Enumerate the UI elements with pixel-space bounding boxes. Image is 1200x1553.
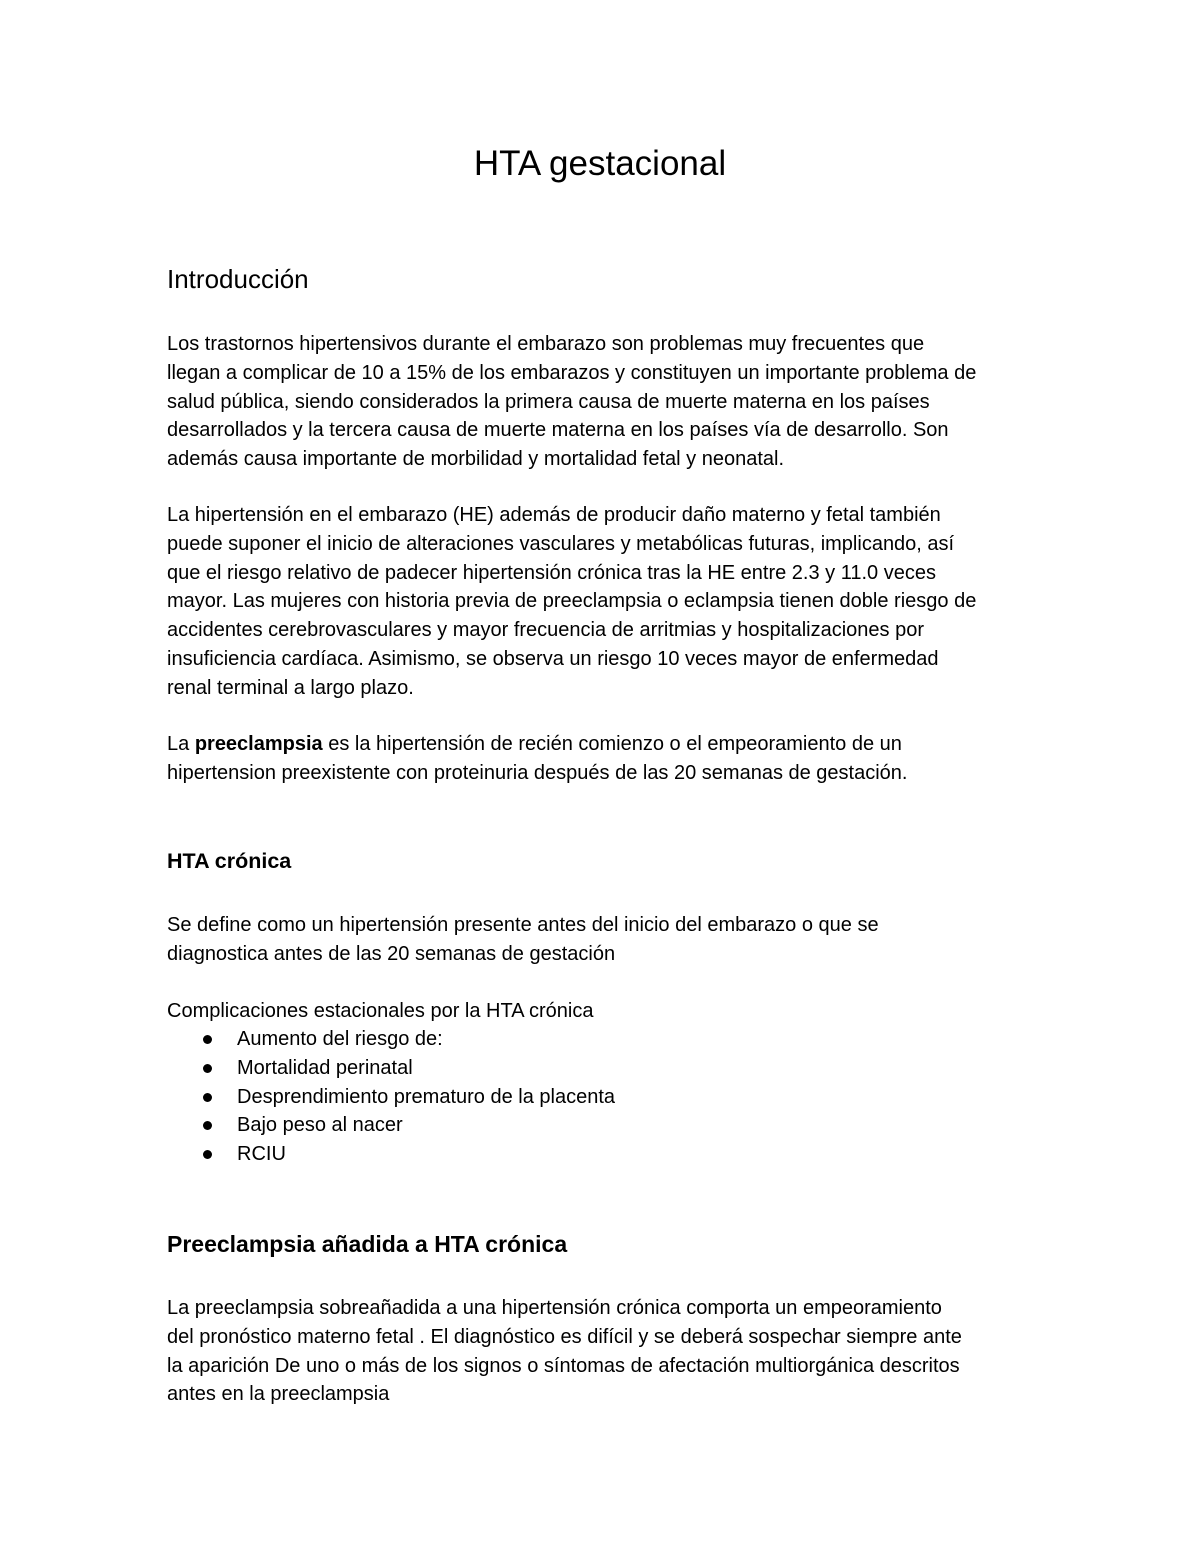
paragraph-line: diagnostica antes de las 20 semanas de gestación (167, 942, 616, 965)
bullet-icon (203, 1150, 212, 1159)
intro-heading: Introducción (167, 264, 309, 294)
paragraph-line: del pronóstico materno fetal . El diagnóstico es difícil y se deberá sospechar siempre ante (167, 1325, 962, 1348)
paragraph-line: renal terminal a largo plazo. (167, 676, 414, 699)
paragraph-line: antes en la preeclampsia (167, 1383, 390, 1406)
list-item (167, 1111, 615, 1140)
paragraph-line: puede suponer el inicio de alteraciones vasculares y metabólicas futuras, implicando, así (167, 532, 955, 555)
paragraph-line: La preeclampsia sobreañadida a una hipertensión crónica comporta un empeoramiento (167, 1297, 942, 1319)
list-item (167, 1140, 615, 1169)
list-item (167, 1025, 615, 1054)
intro-paragraph-3 (167, 730, 1047, 788)
paragraph-line: mayor. Las mujeres con historia previa de preeclampsia o eclampsia tienen doble riesgo de (167, 590, 977, 613)
paragraph-line: que el riesgo relativo de padecer hipertensión crónica tras la HE entre 2.3 y 11.0 veces (167, 561, 936, 584)
list-item (167, 1054, 615, 1083)
paragraph-line: además causa importante de morbilidad y mortalidad fetal y neonatal. (167, 448, 785, 471)
bullet-icon (203, 1035, 212, 1044)
bullet-icon (203, 1121, 212, 1130)
list-item (167, 1083, 615, 1112)
intro-paragraph-2 (167, 501, 1047, 703)
text-run: es la hipertensión de recién comienzo o el empeoramiento de un (322, 733, 902, 755)
anadida-paragraph-1 (167, 1294, 1047, 1409)
paragraph-line: la aparición De uno o más de los signos o síntomas de afectación multiorgánica descritos (167, 1354, 960, 1377)
cronica-paragraph-1 (167, 911, 1047, 969)
complications-list (167, 1025, 615, 1169)
intro-paragraph-1 (167, 330, 1047, 474)
list-item-text: Desprendimiento prematuro de la placenta (237, 1085, 615, 1108)
complications-intro (167, 997, 1047, 1026)
list-item-text: Bajo peso al nacer (237, 1114, 403, 1137)
list-item-text: Aumento del riesgo de: (237, 1028, 443, 1050)
paragraph-line (167, 730, 1047, 759)
hta-cronica-heading: HTA crónica (167, 849, 292, 873)
list-item-text: RCIU (237, 1143, 286, 1166)
text-run: La (167, 733, 195, 755)
paragraph-line: llegan a complicar de 10 a 15% de los embarazos y constituyen un importante problema de (167, 361, 977, 384)
list-item-text: Mortalidad perinatal (237, 1056, 413, 1079)
paragraph-line: salud pública, siendo considerados la primera causa de muerte materna en los países (167, 390, 930, 413)
bullet-icon (203, 1064, 212, 1073)
bullet-icon (203, 1093, 212, 1102)
paragraph-line: accidentes cerebrovasculares y mayor frecuencia de arritmias y hospitalizaciones por (167, 619, 925, 642)
paragraph-line: insuficiencia cardíaca. Asimismo, se observa un riesgo 10 veces mayor de enfermedad (167, 647, 939, 670)
preeclampsia-anadida-heading: Preeclampsia añadida a HTA crónica (167, 1231, 568, 1257)
paragraph-line: hipertension preexistente con proteinuria después de las 20 semanas de gestación. (167, 761, 908, 784)
paragraph-line: desarrollados y la tercera causa de muerte materna en los países vía de desarrollo. Son (167, 419, 949, 442)
document-title: HTA gestacional (473, 144, 727, 183)
preeclampsia-term: preeclampsia (194, 733, 323, 755)
paragraph-line: La hipertensión en el embarazo (HE) además de producir daño materno y fetal también (167, 504, 941, 526)
paragraph-line: Complicaciones estacionales por la HTA crónica (167, 1000, 594, 1022)
paragraph-line: Se define como un hipertensión presente antes del inicio del embarazo o que se (167, 914, 879, 936)
paragraph-line: Los trastornos hipertensivos durante el embarazo son problemas muy frecuentes que (167, 333, 925, 355)
